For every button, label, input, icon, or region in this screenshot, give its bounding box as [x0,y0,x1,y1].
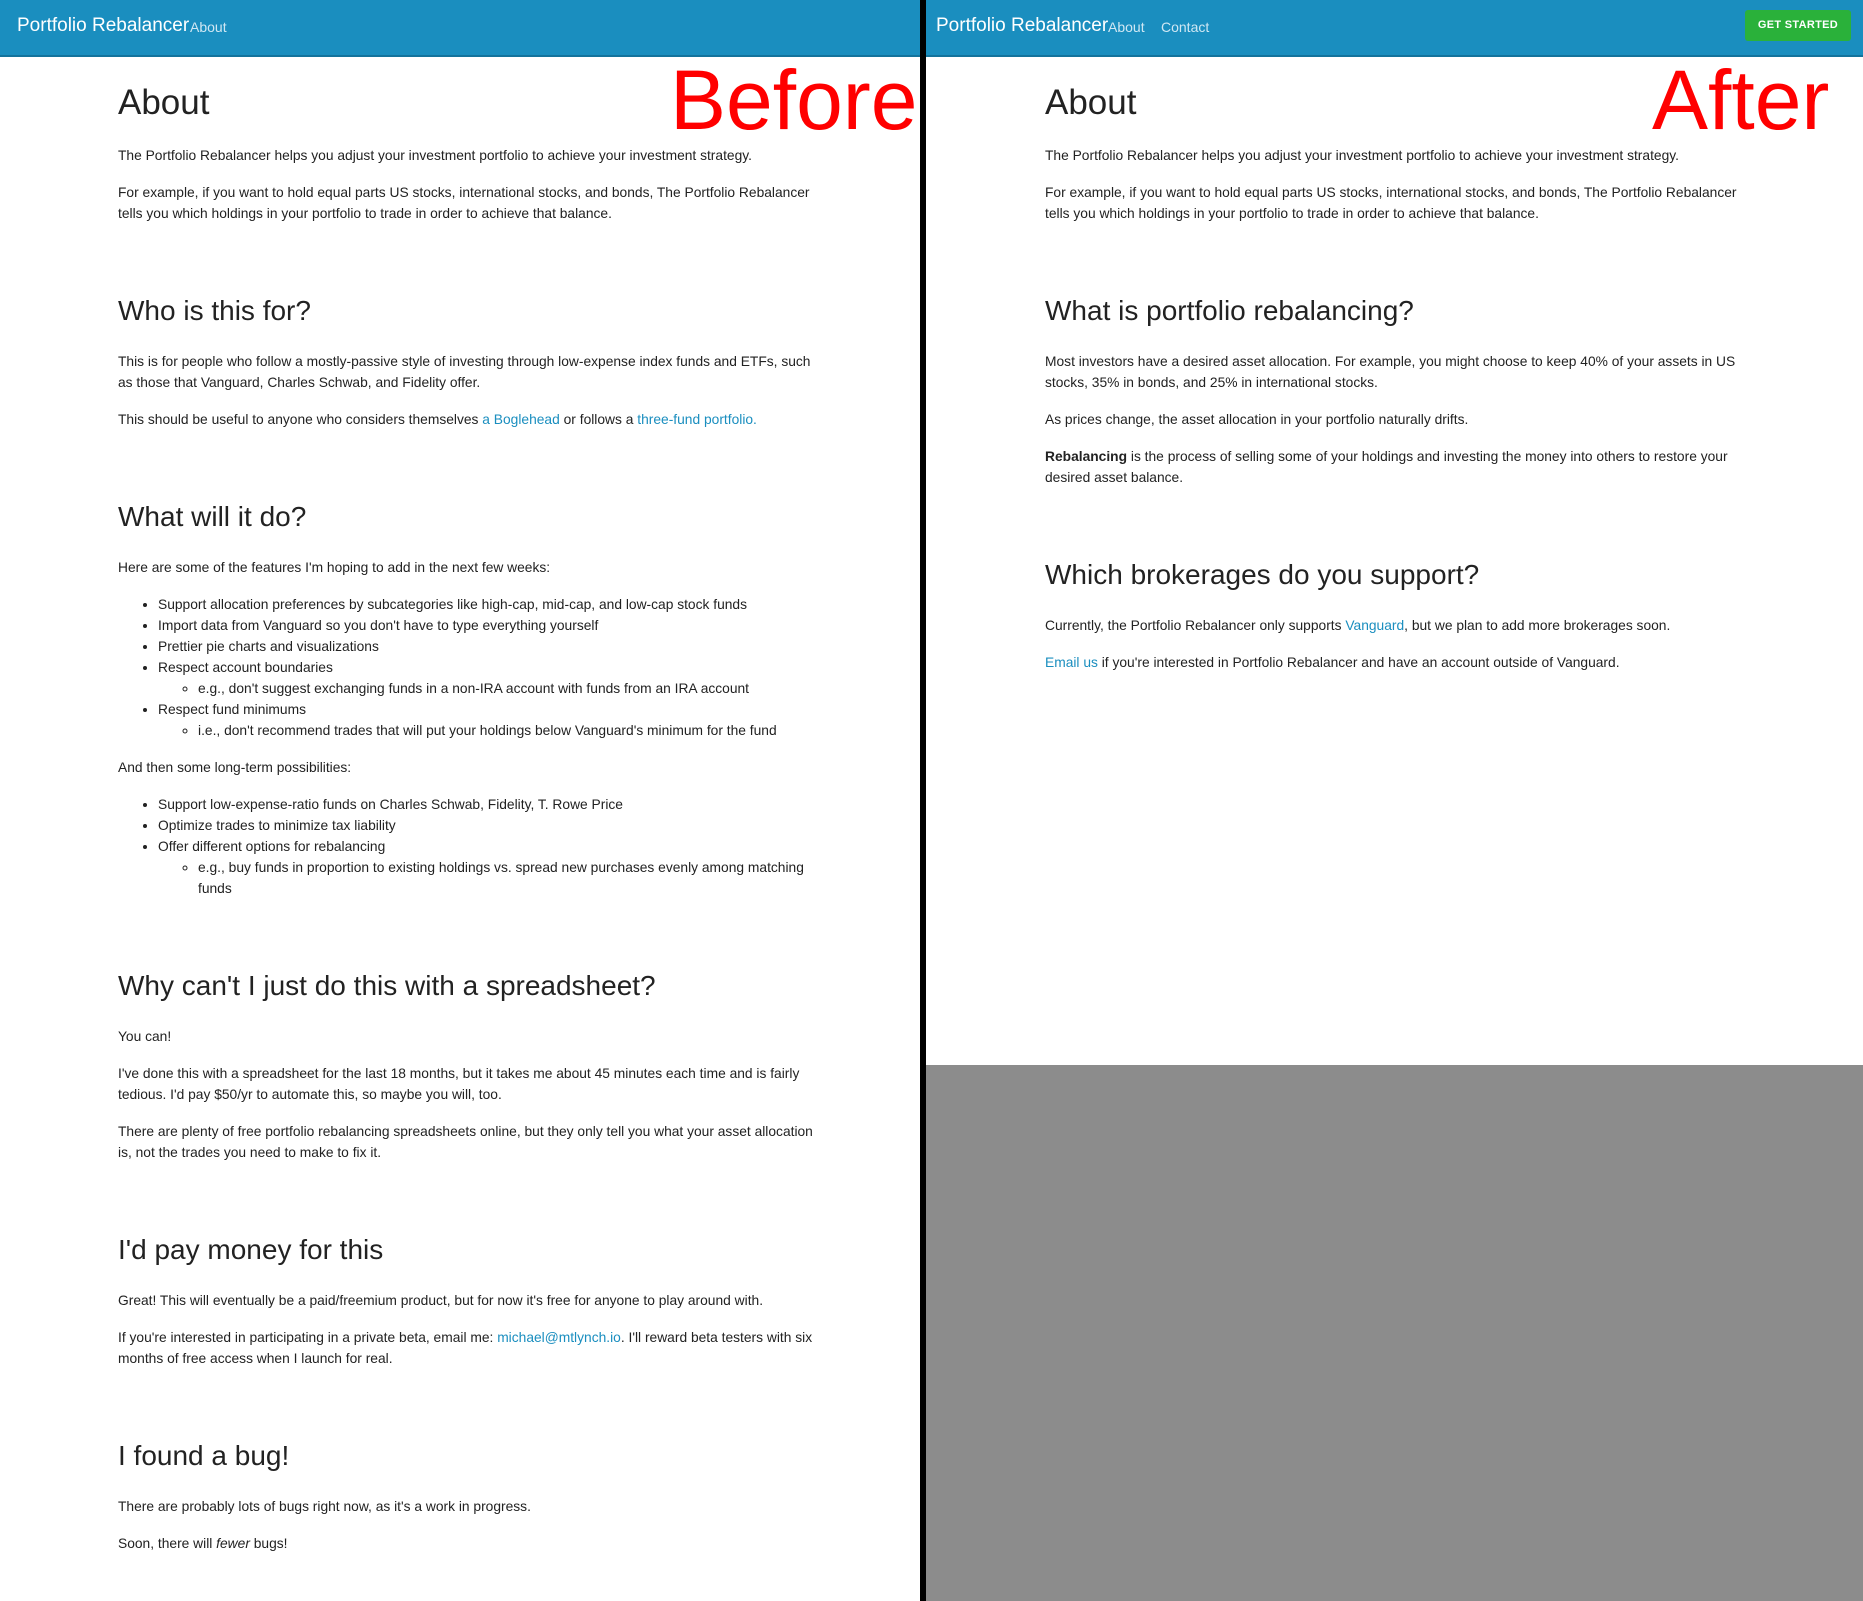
text: is the process of selling some of your holdings and investing the money into others to restore your desired asset balance. [1045,449,1728,485]
section-heading: Who is this for? [118,295,311,326]
paragraph [1045,652,1745,673]
main-content [1045,84,1745,689]
empty-gray-area [926,1065,1863,1601]
section-heading: Why can't I just do this with a spreadsheet? [118,970,656,1001]
intro-paragraph: For example, if you want to hold equal parts US stocks, international stocks, and bonds, The Portfolio Rebalancer tells you which holdings in your portfolio to trade in order to achieve that balance. [1045,185,1737,221]
brand-link[interactable]: Portfolio Rebalancer [17,15,190,36]
section-heading: I found a bug! [118,1440,290,1471]
paragraph: You can! [118,1029,172,1044]
paragraph [118,1533,818,1554]
section-heading: I'd pay money for this [118,1234,384,1265]
text: or follows a [559,412,638,427]
boglehead-link[interactable]: a Boglehead [482,412,560,427]
sub-list-item: ◦ i.e., don't recommend trades that will put your holdings below Vanguard's minimum for the fund [198,720,818,741]
nav-contact-link[interactable]: Contact [1161,19,1210,35]
long-term-list [118,794,818,899]
three-fund-portfolio-link[interactable]: three-fund portfolio. [637,412,757,427]
paragraph: I've done this with a spreadsheet for the last 18 months, but it takes me about 45 minutes each time and is fairly tedious. I'd pay $50/yr to automate this, so maybe you will, too. [118,1066,800,1102]
text: , but we plan to add more brokerages soon. [1404,618,1671,633]
paragraph: Here are some of the features I'm hoping to add in the next few weeks: [118,560,551,575]
section-heading: Which brokerages do you support? [1045,559,1480,590]
list-item: • Prettier pie charts and visualizations [158,636,818,657]
get-started-button[interactable]: GET STARTED [1745,10,1851,41]
page-title: About [118,83,210,122]
intro-paragraph: The Portfolio Rebalancer helps you adjust your investment portfolio to achieve your investment strategy. [1045,148,1679,163]
text: If you're interested in participating in a private beta, email me: [118,1330,498,1345]
emphasis: fewer [216,1536,250,1551]
paragraph: This is for people who follow a mostly-passive style of investing through low-expense index funds and ETFs, such as those that Vanguard, Charles Schwab, and Fidelity offer. [118,354,811,390]
nav-about-link[interactable]: About [1108,19,1145,35]
sub-list-item: ◦ e.g., buy funds in proportion to existing holdings vs. spread new purchases evenly among matching funds [198,857,818,899]
list-item [158,657,818,699]
bold-term: Rebalancing [1045,449,1128,464]
paragraph: There are plenty of free portfolio rebalancing spreadsheets online, but they only tell you what your asset allocation is, not the trades you need to make to fix it. [118,1124,813,1160]
paragraph [1045,615,1745,636]
paragraph: Great! This will eventually be a paid/freemium product, but for now it's free for anyone to play around with. [118,1293,764,1308]
paragraph [118,409,818,430]
email-us-link[interactable]: Email us [1045,655,1098,670]
after-panel [926,0,1863,1601]
text: if you're interested in Portfolio Rebalancer and have an account outside of Vanguard. [1097,655,1620,670]
page-title: About [1045,83,1137,122]
vanguard-link[interactable]: Vanguard [1345,618,1405,633]
navbar [0,0,920,57]
navbar [926,0,1863,57]
text: Soon, there will [118,1536,217,1551]
section-heading: What is portfolio rebalancing? [1045,295,1414,326]
list-item-text: Respect account boundaries [158,660,333,675]
section-heading: What will it do? [118,501,307,532]
intro-paragraph: For example, if you want to hold equal parts US stocks, international stocks, and bonds, The Portfolio Rebalancer tells you which holdings in your portfolio to trade in order to achieve that balance. [118,185,810,221]
text: . I'll reward beta testers with six months of free access when I launch for real. [118,1330,813,1366]
text: This should be useful to anyone who considers themselves [118,412,483,427]
paragraph: There are probably lots of bugs right now, as it's a work in progress. [118,1499,531,1514]
list-item: • Support low-expense-ratio funds on Charles Schwab, Fidelity, T. Rowe Price [158,794,818,815]
paragraph [1045,446,1745,488]
paragraph: And then some long-term possibilities: [118,760,352,775]
before-panel [0,0,920,1601]
before-label: Before [670,53,918,147]
list-item [158,836,818,899]
list-item: • Optimize trades to minimize tax liability [158,815,818,836]
main-content [118,84,818,1570]
sub-list-item: ◦ e.g., don't suggest exchanging funds in a non-IRA account with funds from an IRA account [198,678,818,699]
text: Currently, the Portfolio Rebalancer only supports [1045,618,1346,633]
list-item-text: Respect fund minimums [158,702,306,717]
paragraph: As prices change, the asset allocation in your portfolio naturally drifts. [1045,412,1469,427]
email-link[interactable]: michael@mtlynch.io [497,1330,621,1345]
list-item-text: Offer different options for rebalancing [158,839,386,854]
list-item: • Support allocation preferences by subcategories like high-cap, mid-cap, and low-cap stock funds [158,594,818,615]
paragraph: Most investors have a desired asset allocation. For example, you might choose to keep 40% of your assets in US stocks, 35% in bonds, and 25% in international stocks. [1045,354,1736,390]
text: bugs! [249,1536,288,1551]
feature-list [118,594,818,741]
paragraph [118,1327,818,1369]
after-label: After [1652,53,1830,147]
brand-link[interactable]: Portfolio Rebalancer [936,15,1109,36]
nav-about-link[interactable]: About [190,19,227,35]
list-item: • Import data from Vanguard so you don't have to type everything yourself [158,615,818,636]
intro-paragraph: The Portfolio Rebalancer helps you adjust your investment portfolio to achieve your investment strategy. [118,148,752,163]
list-item [158,699,818,741]
